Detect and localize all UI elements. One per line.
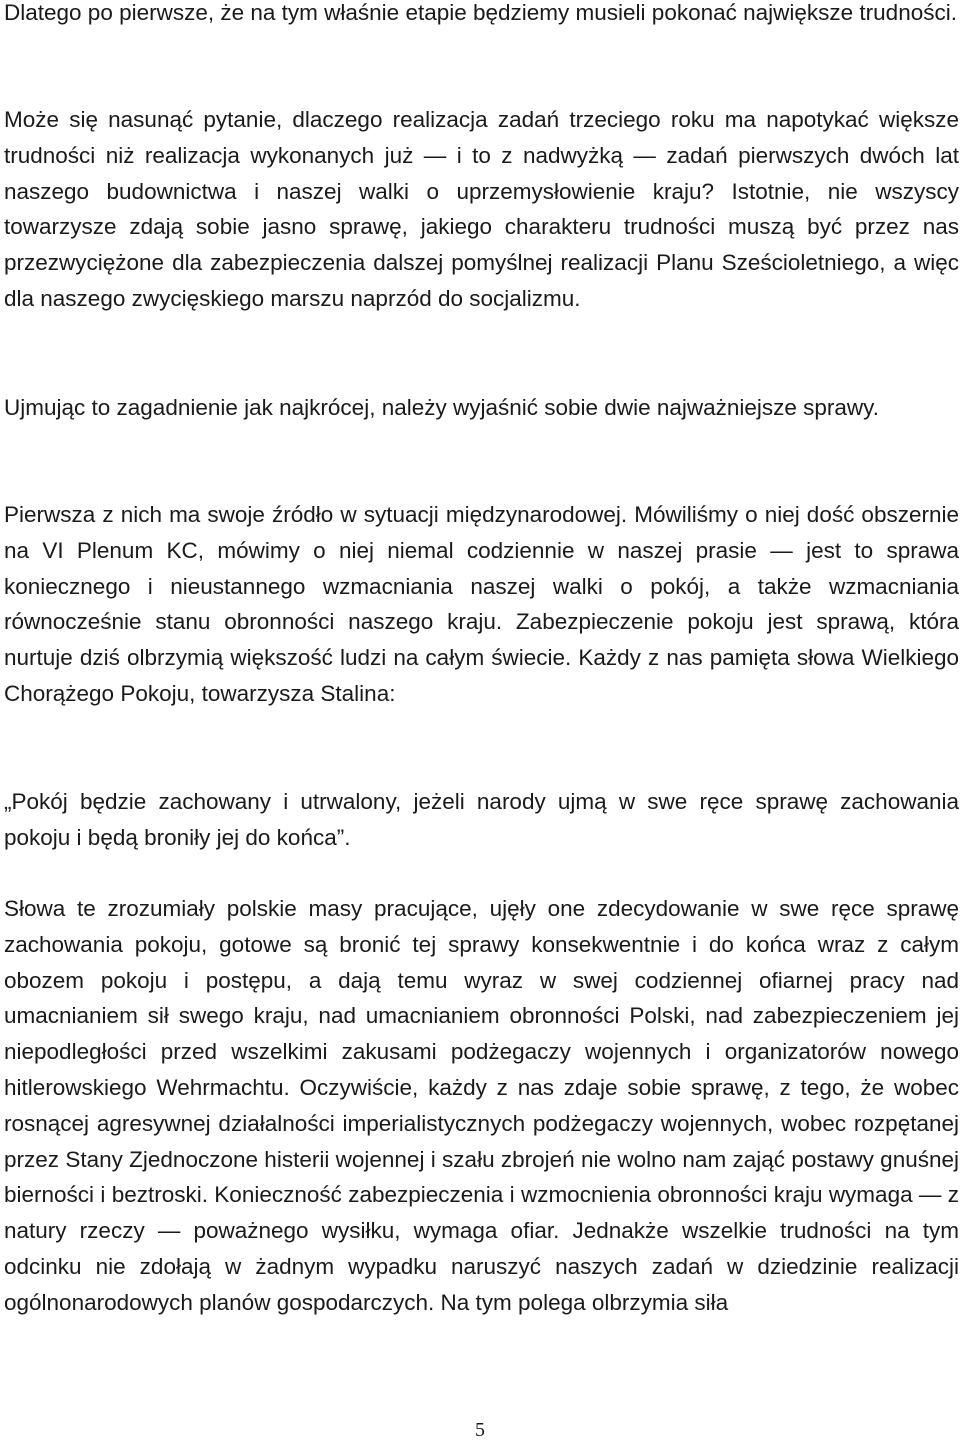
paragraph-6-text: Słowa te zrozumiały polskie masy pracujące, ujęły one zdecydowanie w swe ręce sprawę zachowania pokoju, gotowe są bronić tej sprawy konsekwentnie i do końca wraz z całym obozem pokoju i postępu, a dają temu wyraz w swej codziennej ofiarnej pracy nad umacnianiem sił swego kraju, nad umacnianiem obronności Polski, nad zabezpieczeniem jej niepodległości przed wszelkimi zakusami podżegaczy wojennych i organizatorów nowego hitlerowskiego Wehrmachtu. Oczywiście, każdy z nas zdaje sobie sprawę, z tego, że wobec rosnącej agresywnej działalności imperialistycznych podżegaczy wojennych, wobec rozpętanej przez Stany Zjednoczone histerii wojennej i szału zbrojeń nie wolno nam zająć postawy gnuśnej bierności i beztroski. Konieczność zabezpieczenia i wzmocnienia obronności kraju wymaga — z natury rzeczy — poważnego wysiłku, wymaga ofiar. Jednakże wszelkie trudności na tym odcinku nie zdołają w żadnym wypadku naruszyć naszych zadań w dziedzinie realizacji ogólnonarodowych planów gospodarczych. Na tym polega olbrzymia siła — [4, 896, 959, 1315]
paragraph-1 — [4, 0, 959, 31]
paragraph-4-text: Pierwsza z nich ma swoje źródło w sytuacji międzynarodowej. Mówiliśmy o niej dość obszernie na VI Plenum KC, mówimy o niej niemal codziennie w naszej prasie — jest to sprawa koniecznego i nieustannego wzmacniania naszej walki o pokój, a także wzmacniania równocześnie stanu obronności naszego kraju. Zabezpieczenie pokoju jest sprawą, która nurtuje dziś olbrzymią większość ludzi na całym świecie. Każdy z nas pamięta słowa Wielkiego Chorążego Pokoju, towarzysza Stalina: — [4, 502, 959, 706]
paragraph-3 — [4, 390, 959, 426]
page-number: 5 — [475, 1419, 485, 1441]
paragraph-4 — [4, 497, 959, 712]
paragraph-3-text: Ujmując to zagadnienie jak najkrócej, należy wyjaśnić sobie dwie najważniejsze sprawy. — [4, 395, 880, 420]
paragraph-2 — [4, 102, 959, 317]
paragraph-2-text-part-1: Może się nasunąć pytanie, dlaczego realizacja zadań trzeciego roku ma napotykać większe trudności niż realizacja wykonanych już — i to z nadwyżką — zadań pierwszych dwóch lat naszego budownictwa i naszej walki o uprzemysłowienie kraju? — [4, 107, 959, 204]
stalin-quote — [4, 784, 959, 856]
paragraph-2-text-part-2: Istotnie, nie wszyscy towarzysze zdają sobie jasno sprawę, jakiego charakteru trudności muszą być przez nas przezwyciężone dla zabezpieczenia dalszej pomyślnej realizacji Planu Sześcioletniego, a więc dla naszego zwycięskiego marszu naprzód do socjalizmu. — [4, 178, 959, 311]
paragraph-1-text: Dlatego po pierwsze, że na tym właśnie etapie będziemy musieli pokonać największe trudności. — [4, 0, 957, 25]
paragraph-6 — [4, 891, 959, 1321]
stalin-quote-text: „Pokój będzie zachowany i utrwalony, jeżeli narody ujmą w swe ręce sprawę zachowania pokoju i będą broniły jej do końca”. — [4, 789, 959, 850]
